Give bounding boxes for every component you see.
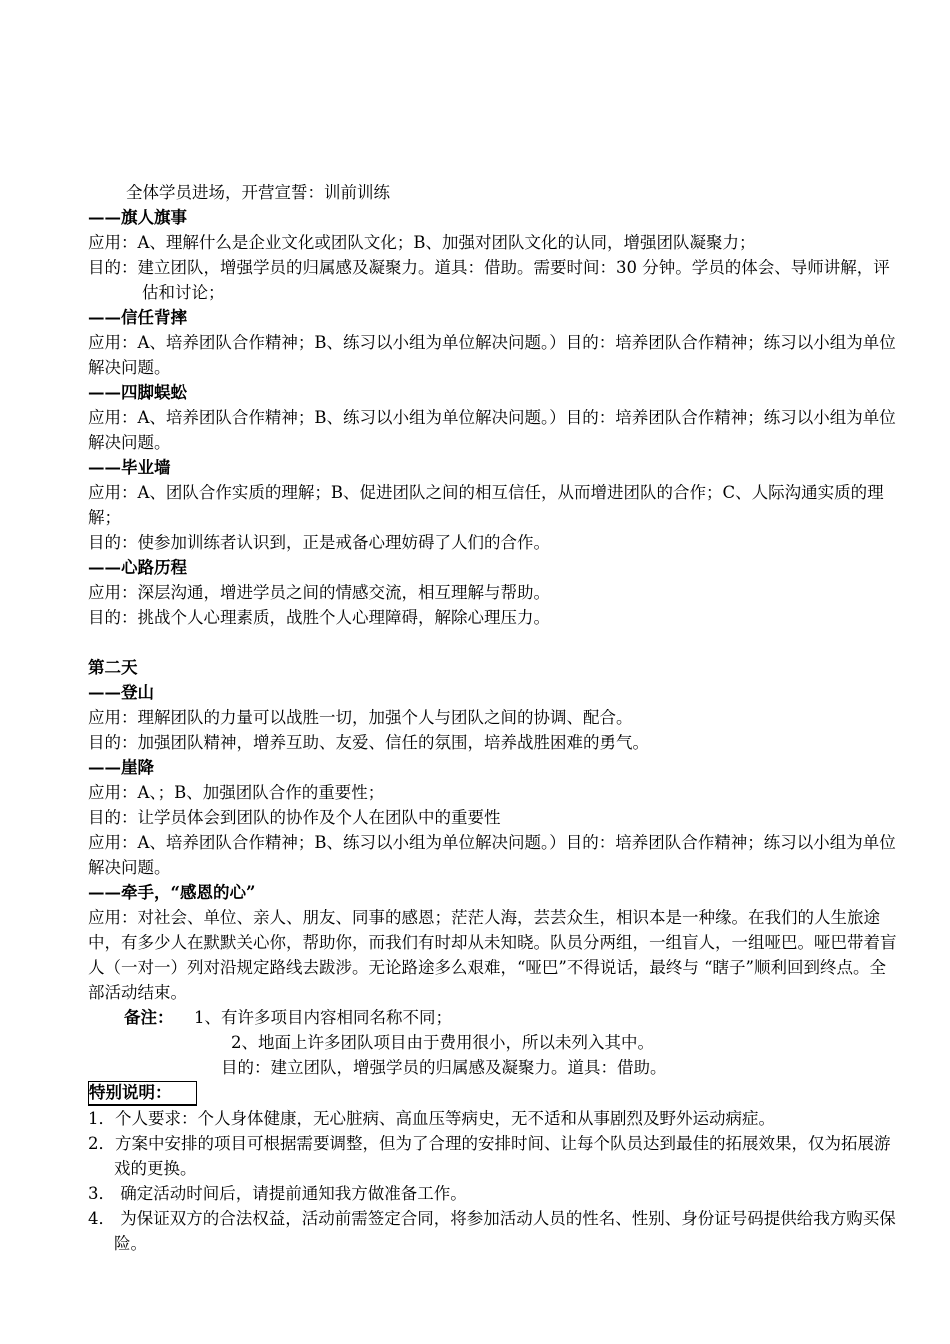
- paragraph: 应用：A、团队合作实质的理解；B、促进团队之间的相互信任，从而增进团队的合作；C、人际沟通实质的理解；: [88, 483, 884, 527]
- paragraph: 目的：使参加训练者认识到，正是戒备心理妨碍了人们的合作。: [88, 533, 550, 552]
- list-item: 2．方案中安排的项目可根据需要调整，但为了合理的安排时间、让每个队员达到最佳的拓展效果，仅为拓展游戏的更换。: [88, 1134, 891, 1178]
- section-heading-wall: ——毕业墙: [88, 458, 171, 477]
- paragraph: 应用：对社会、单位、亲人、朋友、同事的感恩；茫茫人海，芸芸众生，相识本是一种缘。在我们的人生旅途中，有多少人在默默关心你，帮助你，而我们有时却从未知晓。队员分两组，一组盲人，一组哑巴。哑巴带着盲人（一对一）列对沿规定路线去跋涉。无论路途多么艰难，“哑巴”不得说话，最终与 “瞎子”顺利回到终点。全部活动结束。: [88, 908, 897, 1002]
- note-item: 2、地面上许多团队项目由于费用很小，所以未列入其中。: [231, 1033, 654, 1052]
- section-heading-climb: ——登山: [88, 683, 154, 702]
- paragraph: 目的：加强团队精神，增养互助、友爱、信任的氛围，培养战胜困难的勇气。: [88, 733, 649, 752]
- paragraph: 应用：A、培养团队合作精神；B、练习以小组为单位解决问题。）目的：培养团队合作精神；练习以小组为单位解决问题。: [88, 833, 896, 877]
- section-heading-flag: ——旗人旗事: [88, 208, 187, 227]
- paragraph: 应用：深层沟通，增进学员之间的情感交流，相互理解与帮助。: [88, 583, 550, 602]
- section-heading-rappel: ——崖降: [88, 758, 154, 777]
- intro-line: 全体学员进场，开营宣誓：训前训练: [126, 183, 390, 202]
- day-two-heading: 第二天: [88, 658, 138, 677]
- paragraph: 目的：建立团队，增强学员的归属感及凝聚力。道具：借助。需要时间：30 分钟。学员的体会、导师讲解，评估和讨论；: [88, 258, 890, 302]
- note-line-1: [88, 1005, 900, 1030]
- note-item: 1、有许多项目内容相同名称不同；: [194, 1008, 452, 1027]
- paragraph: 目的：挑战个人心理素质，战胜个人心理障碍，解除心理压力。: [88, 608, 550, 627]
- section-heading-hand-in-hand: ——牵手，“感恩的心”: [88, 883, 256, 902]
- note-item: 目的：建立团队，增强学员的归属感及凝聚力。道具：借助。: [221, 1058, 667, 1077]
- section-heading-centipede: ——四脚蜈蚣: [88, 383, 187, 402]
- section-heading-heart-journey: ——心路历程: [88, 558, 187, 577]
- paragraph: 目的：让学员体会到团队的协作及个人在团队中的重要性: [88, 808, 501, 827]
- special-title-row: [88, 1080, 900, 1106]
- spacer: [88, 630, 900, 655]
- list-item: 3． 确定活动时间后，请提前通知我方做准备工作。: [88, 1184, 467, 1203]
- paragraph: 应用：A、培养团队合作精神；B、练习以小组为单位解决问题。）目的：培养团队合作精神；练习以小组为单位解决问题。: [88, 408, 896, 452]
- document-body: [88, 180, 900, 1256]
- special-title: 特别说明：: [88, 1081, 197, 1106]
- paragraph: 应用：A、培养团队合作精神；B、练习以小组为单位解决问题。）目的：培养团队合作精神；练习以小组为单位解决问题。: [88, 333, 896, 377]
- list-item: 1．个人要求：个人身体健康，无心脏病、高血压等病史，无不适和从事剧烈及野外运动病症。: [88, 1109, 775, 1128]
- paragraph: 应用：A、理解什么是企业文化或团队文化；B、加强对团队文化的认同，增强团队凝聚力；: [88, 233, 756, 252]
- note-label: 备注：: [124, 1008, 174, 1027]
- paragraph: 应用：A、；B、加强团队合作的重要性；: [88, 783, 385, 802]
- paragraph: 应用：理解团队的力量可以战胜一切，加强个人与团队之间的协调、配合。: [88, 708, 633, 727]
- section-heading-trust-fall: ——信任背摔: [88, 308, 187, 327]
- list-item: 4． 为保证双方的合法权益，活动前需签定合同，将参加活动人员的性名、性别、身份证号码提供给我方购买保险。: [88, 1209, 896, 1253]
